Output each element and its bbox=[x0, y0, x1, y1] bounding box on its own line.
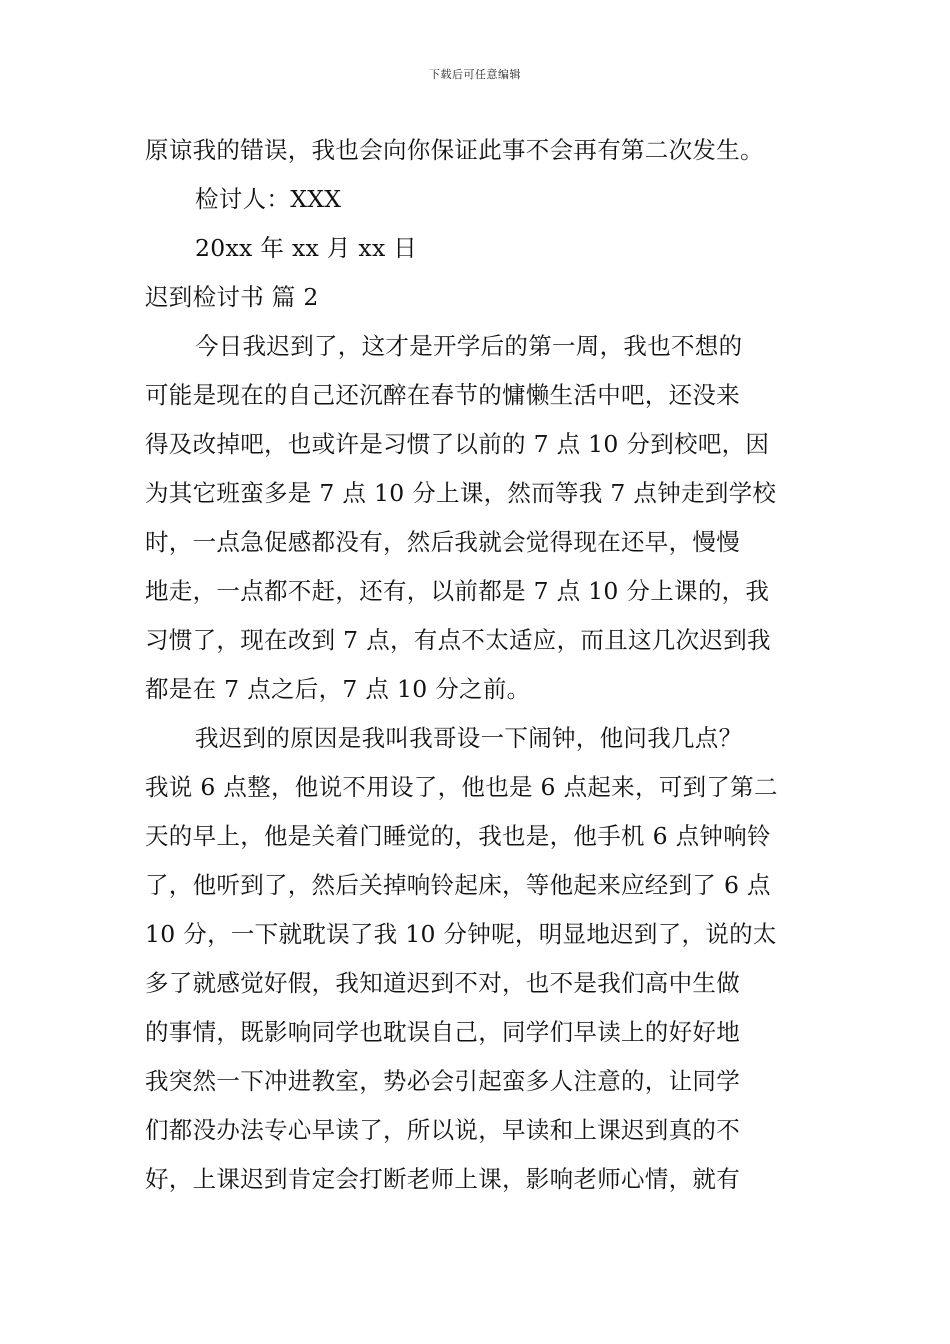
signature-line: 检讨人：XXX bbox=[195, 185, 342, 213]
text-line: 地走，一点都不赶，还有，以前都是 7 点 10 分上课的，我 bbox=[145, 577, 770, 605]
text-line: 我迟到的原因是我叫我哥设一下闹钟，他问我几点？ bbox=[195, 724, 743, 752]
text-line: 得及改掉吧，也或许是习惯了以前的 7 点 10 分到校吧，因 bbox=[145, 430, 770, 458]
date-line: 20xx 年 xx 月 xx 日 bbox=[195, 234, 418, 262]
text-line: 习惯了，现在改到 7 点，有点不太适应，而且这几次迟到我 bbox=[145, 626, 771, 654]
text-line: 天的早上，他是关着门睡觉的，我也是，他手机 6 点钟响铃 bbox=[145, 822, 771, 850]
text-line: 10 分，一下就耽误了我 10 分钟呢，明显地迟到了，说的太 bbox=[145, 920, 777, 948]
text-line: 可能是现在的自己还沉醉在春节的慵懒生活中吧，还没来 bbox=[145, 381, 740, 409]
text-line: 时，一点急促感都没有，然后我就会觉得现在还早，慢慢 bbox=[145, 528, 740, 556]
document-body bbox=[145, 126, 810, 1204]
text-line: 为其它班蛮多是 7 点 10 分上课，然而等我 7 点钟走到学校 bbox=[145, 479, 777, 507]
text-line: 的事情，既影响同学也耽误自己，同学们早读上的好好地 bbox=[145, 1018, 740, 1046]
text-line: 我说 6 点整，他说不用设了，他也是 6 点起来，可到了第二 bbox=[145, 773, 778, 801]
section-title: 迟到检讨书 篇 2 bbox=[145, 283, 319, 311]
text-line: 都是在 7 点之后，7 点 10 分之前。 bbox=[145, 675, 531, 703]
text-line: 了，他听到了，然后关掉响铃起床，等他起来应经到了 6 点 bbox=[145, 871, 771, 899]
text-line: 今日我迟到了，这才是开学后的第一周，我也不想的 bbox=[195, 332, 743, 360]
text-line: 们都没办法专心早读了，所以说，早读和上课迟到真的不 bbox=[145, 1116, 740, 1144]
text-line: 原谅我的错误，我也会向你保证此事不会再有第二次发生。 bbox=[145, 136, 764, 164]
text-line: 好，上课迟到肯定会打断老师上课，影响老师心情，就有 bbox=[145, 1165, 740, 1193]
page-header-note: 下载后可任意编辑 bbox=[429, 68, 521, 81]
text-line: 我突然一下冲进教室，势必会引起蛮多人注意的，让同学 bbox=[145, 1067, 740, 1095]
text-line: 多了就感觉好假，我知道迟到不对，也不是我们高中生做 bbox=[145, 969, 740, 997]
